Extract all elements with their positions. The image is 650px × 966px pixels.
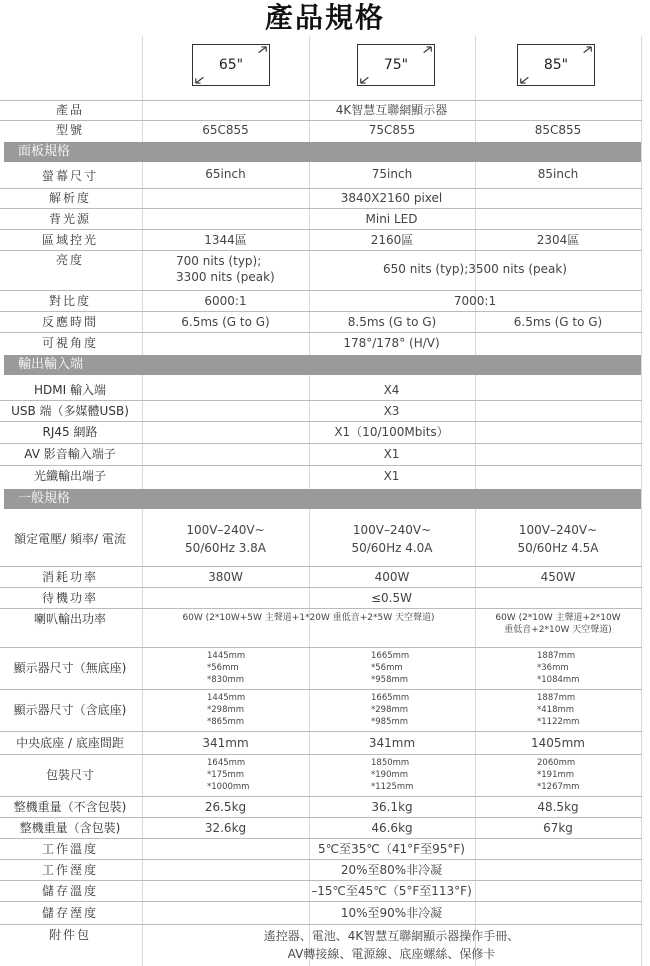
dim-stand-65-d: *298mm (207, 705, 245, 715)
row-storage-temp (0, 881, 650, 901)
model-65: 65C855 (202, 123, 249, 137)
stand-dist-75: 341mm (368, 736, 416, 750)
row-label: 待機功率 (41, 591, 98, 605)
row-label: 型號 (55, 123, 84, 137)
power-65-current: 50/60Hz 3.8A (184, 541, 266, 555)
row-accessories (0, 925, 650, 966)
brightness-65-peak: 3300 nits (peak) (176, 270, 275, 284)
consumption-75: 400W (374, 570, 410, 584)
dim-no-stand-65-w: 1445mm (207, 651, 246, 661)
model-85: 85C855 (534, 123, 582, 137)
screen-85: 85inch (537, 167, 579, 181)
row-label: 亮度 (55, 253, 84, 267)
row-label: HDMI 輸入端 (34, 383, 106, 397)
tv-size-75: 75" (383, 57, 409, 73)
section-title: 一般規格 (18, 491, 71, 506)
row-label: 區域控光 (41, 233, 98, 247)
row-weight-package (0, 818, 650, 838)
st-hum-value: 10%至90%非冷凝 (340, 906, 443, 920)
response-75: 8.5ms (G to G) (347, 315, 437, 329)
dimming-75: 2160區 (370, 233, 414, 247)
row-speaker (0, 609, 650, 647)
dim-no-stand-85-d: *36mm (537, 663, 569, 673)
row-storage-humidity (0, 902, 650, 924)
model-75: 75C855 (368, 123, 416, 137)
row-label: 工作溼度 (41, 863, 98, 877)
package-65-w: 1645mm (207, 758, 246, 768)
op-temp-value: 5℃至35℃（41°F至95°F) (318, 842, 465, 856)
row-label: 產品 (55, 103, 84, 117)
dim-stand-75-w: 1665mm (371, 693, 410, 703)
row-power (0, 512, 650, 566)
row-label: 額定電壓/ 頻率/ 電流 (14, 532, 126, 546)
row-standby (0, 588, 650, 608)
row-label: RJ45 網路 (42, 425, 98, 439)
package-65-d: *175mm (207, 770, 245, 780)
row-op-temp (0, 839, 650, 859)
rj45-value: X1（10/100Mbits） (334, 425, 449, 439)
row-optical (0, 466, 650, 487)
row-label: 反應時間 (41, 315, 98, 329)
tv-size-65: 65" (218, 57, 244, 73)
dim-no-stand-85-h: *1084mm (537, 675, 580, 685)
backlight-value: Mini LED (365, 212, 418, 226)
product-value: 4K智慧互聯網顯示器 (335, 103, 448, 117)
consumption-65: 380W (208, 570, 243, 584)
resolution-value: 3840X2160 pixel (340, 191, 443, 205)
row-product (0, 101, 650, 120)
power-75-voltage: 100V–240V~ (352, 523, 432, 537)
power-85-voltage: 100V–240V~ (518, 523, 598, 537)
row-brightness (0, 251, 650, 289)
row-label: USB 端（多媒體USB) (11, 404, 129, 418)
package-75-h: *1125mm (371, 782, 414, 792)
power-85-current: 50/60Hz 4.5A (517, 541, 599, 555)
speaker-65-75: 60W (2*10W+5W 主聲道+1*20W 重低音+2*5W 天空聲道) (182, 613, 435, 623)
package-65-h: *1000mm (207, 782, 250, 792)
row-label: 顯示器尺寸（含底座) (13, 703, 127, 717)
brightness-65-typ: 700 nits (typ); (176, 254, 262, 268)
row-label: 整機重量（含包裝) (19, 821, 121, 835)
row-label: 顯示器尺寸（無底座) (13, 661, 127, 675)
row-dim-no-stand (0, 648, 650, 688)
tv-size-85: 85" (543, 57, 569, 73)
tv-size-65-icon (192, 44, 270, 86)
section-general (4, 489, 641, 509)
row-label: 可視角度 (41, 336, 98, 350)
dim-no-stand-85-w: 1887mm (537, 651, 576, 661)
speaker-85-main: 60W (2*10W 主聲道+2*10W (495, 613, 621, 623)
weight-no-pkg-65: 26.5kg (204, 800, 247, 814)
weight-no-pkg-85: 48.5kg (537, 800, 579, 814)
row-label: 解析度 (48, 191, 91, 205)
speaker-85-sub: 重低音+2*10W 天空聲道) (504, 625, 612, 635)
row-contrast (0, 291, 650, 311)
row-label: 附件包 (48, 928, 91, 942)
row-dim-stand (0, 690, 650, 730)
row-label: 中央底座 / 底座間距 (16, 736, 124, 750)
dim-no-stand-65-d: *56mm (207, 663, 239, 673)
package-75-d: *190mm (371, 770, 409, 780)
row-backlight (0, 209, 650, 229)
dim-no-stand-75-h: *958mm (371, 675, 409, 685)
dim-no-stand-75-d: *56mm (371, 663, 403, 673)
dim-no-stand-65-h: *830mm (207, 675, 245, 685)
op-hum-value: 20%至80%非冷凝 (340, 863, 443, 877)
tv-size-75-icon (357, 44, 435, 86)
package-85-d: *191mm (537, 770, 575, 780)
dimming-65: 1344區 (204, 233, 247, 247)
row-label: 光纖輸出端子 (33, 469, 106, 483)
dim-stand-75-d: *298mm (371, 705, 409, 715)
standby-value: ≤0.5W (370, 591, 412, 605)
row-weight-no-package (0, 797, 650, 817)
brightness-75-85: 650 nits (typ);3500 nits (peak) (383, 262, 567, 276)
weight-pkg-65: 32.6kg (204, 821, 247, 835)
package-85-h: *1267mm (537, 782, 580, 792)
power-75-current: 50/60Hz 4.0A (351, 541, 433, 555)
dimming-85: 2304區 (536, 233, 580, 247)
row-label: 儲存溫度 (41, 884, 98, 898)
row-op-humidity (0, 860, 650, 880)
page-title: 產品規格 (264, 1, 385, 34)
row-response-time (0, 312, 650, 332)
screen-65: 65inch (205, 167, 246, 181)
section-title: 輸出輸入端 (18, 357, 84, 372)
dim-stand-85-d: *418mm (537, 705, 575, 715)
dim-stand-65-h: *865mm (207, 717, 245, 727)
weight-pkg-85: 67kg (543, 821, 573, 835)
stand-dist-85: 1405mm (531, 736, 585, 750)
package-85-w: 2060mm (537, 758, 576, 768)
row-local-dimming (0, 230, 650, 250)
usb-value: X3 (383, 404, 400, 418)
accessories-line-2: AV轉接線、電源線、底座螺絲、保修卡 (287, 947, 496, 961)
row-label: 整機重量（不含包裝) (13, 800, 127, 814)
dim-stand-65-w: 1445mm (207, 693, 246, 703)
contrast-75-85: 7000:1 (453, 294, 497, 308)
row-stand-distance (0, 732, 650, 754)
consumption-85: 450W (540, 570, 576, 584)
response-65: 6.5ms (G to G) (181, 315, 270, 329)
contrast-65: 6000:1 (204, 294, 247, 308)
row-viewing-angle (0, 333, 650, 353)
response-85: 6.5ms (G to G) (513, 315, 603, 329)
dim-stand-85-h: *1122mm (537, 717, 580, 727)
screen-75: 75inch (371, 167, 413, 181)
row-consumption (0, 567, 650, 587)
row-label: 背光源 (48, 212, 91, 226)
row-label: 螢幕尺寸 (41, 169, 98, 183)
row-screen-size (0, 165, 650, 187)
row-label: 包裝尺寸 (45, 768, 94, 782)
row-label: 對比度 (48, 294, 91, 308)
weight-no-pkg-75: 36.1kg (371, 800, 413, 814)
row-label: 消耗功率 (41, 570, 98, 584)
optical-value: X1 (383, 469, 400, 483)
row-hdmi (0, 380, 650, 400)
row-label: 工作溫度 (41, 842, 98, 856)
section-title: 面板規格 (18, 144, 71, 159)
row-label: AV 影音輸入端子 (24, 447, 116, 461)
av-value: X1 (383, 447, 400, 461)
hdmi-value: X4 (383, 383, 400, 397)
dim-no-stand-75-w: 1665mm (371, 651, 410, 661)
stand-dist-65: 341mm (202, 736, 249, 750)
row-resolution (0, 189, 650, 208)
section-panel (4, 142, 641, 162)
power-65-voltage: 100V–240V~ (186, 523, 265, 537)
st-temp-value: –15℃至45℃（5°F至113°F) (311, 884, 472, 898)
accessories-line-1: 遙控器、電池、4K智慧互聯網顯示器操作手冊、 (263, 929, 520, 943)
tv-size-85-icon (517, 44, 595, 86)
section-io (4, 355, 641, 375)
weight-pkg-75: 46.6kg (371, 821, 413, 835)
dim-stand-75-h: *985mm (371, 717, 409, 727)
row-label: 喇叭輸出功率 (33, 612, 106, 626)
dim-stand-85-w: 1887mm (537, 693, 576, 703)
row-av (0, 444, 650, 465)
row-model (0, 121, 650, 140)
angle-value: 178°/178° (H/V) (343, 336, 440, 350)
package-75-w: 1850mm (371, 758, 410, 768)
row-rj45 (0, 422, 650, 443)
row-label: 儲存溼度 (41, 906, 98, 920)
row-package (0, 755, 650, 795)
row-usb (0, 401, 650, 421)
